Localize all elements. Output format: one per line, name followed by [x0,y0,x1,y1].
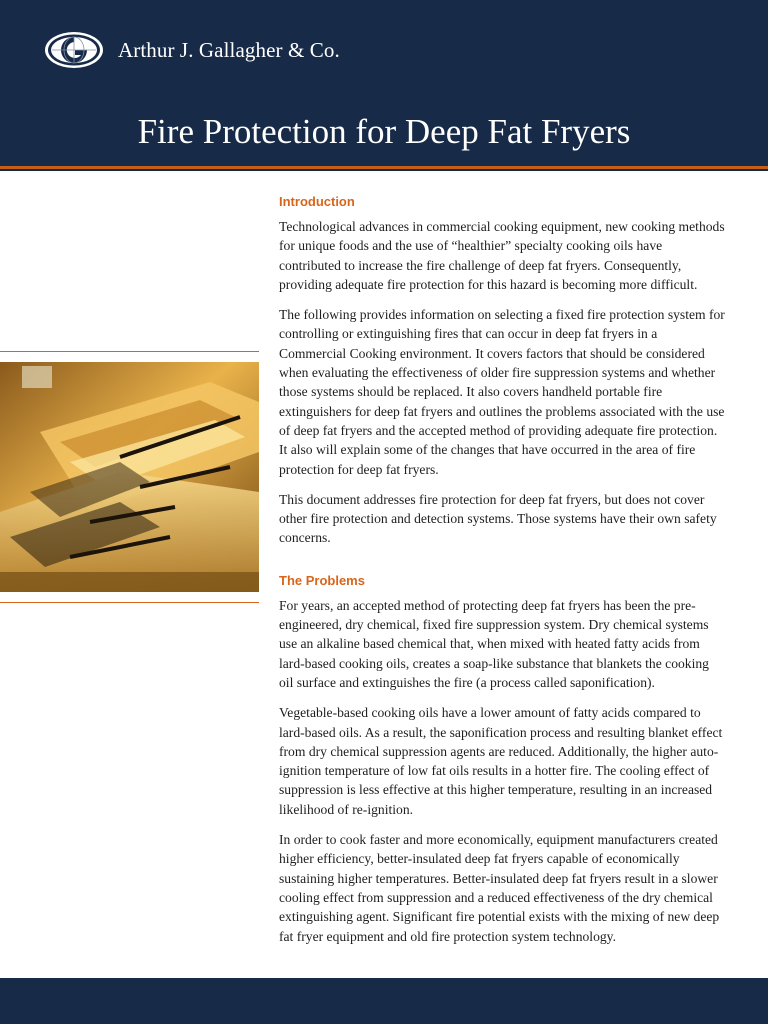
photo-top-rule [0,351,259,352]
paragraph: Vegetable-based cooking oils have a lower amount of fatty acids compared to lard-based oils. As a result, the saponification process and resulting blanket effect from dry chemical suppression agents are reduced. Additionally, the higher auto-ignition temperature of low fat oils results in a hotter fire. The cooling effect of suppression is less effective at this higher temperature, resulting in an increased likelihood of re-ignition. [279,705,723,817]
deep-fat-fryer-photo-icon [0,362,259,592]
paragraph: In order to cook faster and more economically, equipment manufacturers created higher efficiency, better-insulated deep fat fryers capable of economically sustaining higher temperatures. Better-insulated deep fat fryers result in a slower cooling effect from suppression and a reduced effectiveness of the dry chemical extinguishing agent. Significant fire potential exists with the mixing of new deep fat fryer equipment and old fire protection system technology. [279,832,720,944]
section-heading-introduction: Introduction [279,194,355,209]
header-banner [0,0,768,166]
header-divider-rule [0,169,768,171]
section-heading-the-problems: The Problems [279,572,365,588]
paragraph: This document addresses fire protection for deep fat fryers, but does not cover other fire protection and detection systems. Those systems have their own safety concerns. [279,491,717,546]
footer-bar [0,978,768,1024]
company-name: Arthur J. Gallagher & Co. [118,38,340,62]
photo-bottom-rule [0,602,259,603]
page-title: Fire Protection for Deep Fat Fryers [137,112,631,151]
main-content [279,194,725,957]
paragraph: For years, an accepted method of protecting deep fat fryers has been the pre-engineered, dry chemical, fixed fire suppression system. Dry chemical systems use an alkaline based chemical that, when mixed with heated fatty acids from lard-based cooking oils, creates a soap-like substance that blankets the cooking oil surface and extinguishes the fire (a process called saponification). [279,597,709,690]
paragraph: Technological advances in commercial cooking equipment, new cooking methods for unique foods and the use of “healthier” specialty cooking oils have contributed to increase the fire challenge of deep fat fryers. Consequently, providing adequate fire protection for this hazard is becoming more difficult. [279,219,725,292]
gallagher-globe-logo-icon [44,31,104,69]
paragraph: The following provides information on selecting a fixed fire protection system for controlling or extinguishing fires that can occur in deep fat fryers in a Commercial Cooking environment. It covers factors that should be considered when evaluating the effectiveness of older fire suppression systems and whether those systems should be replaced. It also covers handheld portable fire extinguishers for deep fat fryers and outlines the problems associated with the use of deep fat fryers and the accepted method of providing adequate fire protection. It also will explain some of the changes that have occurred in the area of fire protection for deep fat fryers. [279,307,725,477]
